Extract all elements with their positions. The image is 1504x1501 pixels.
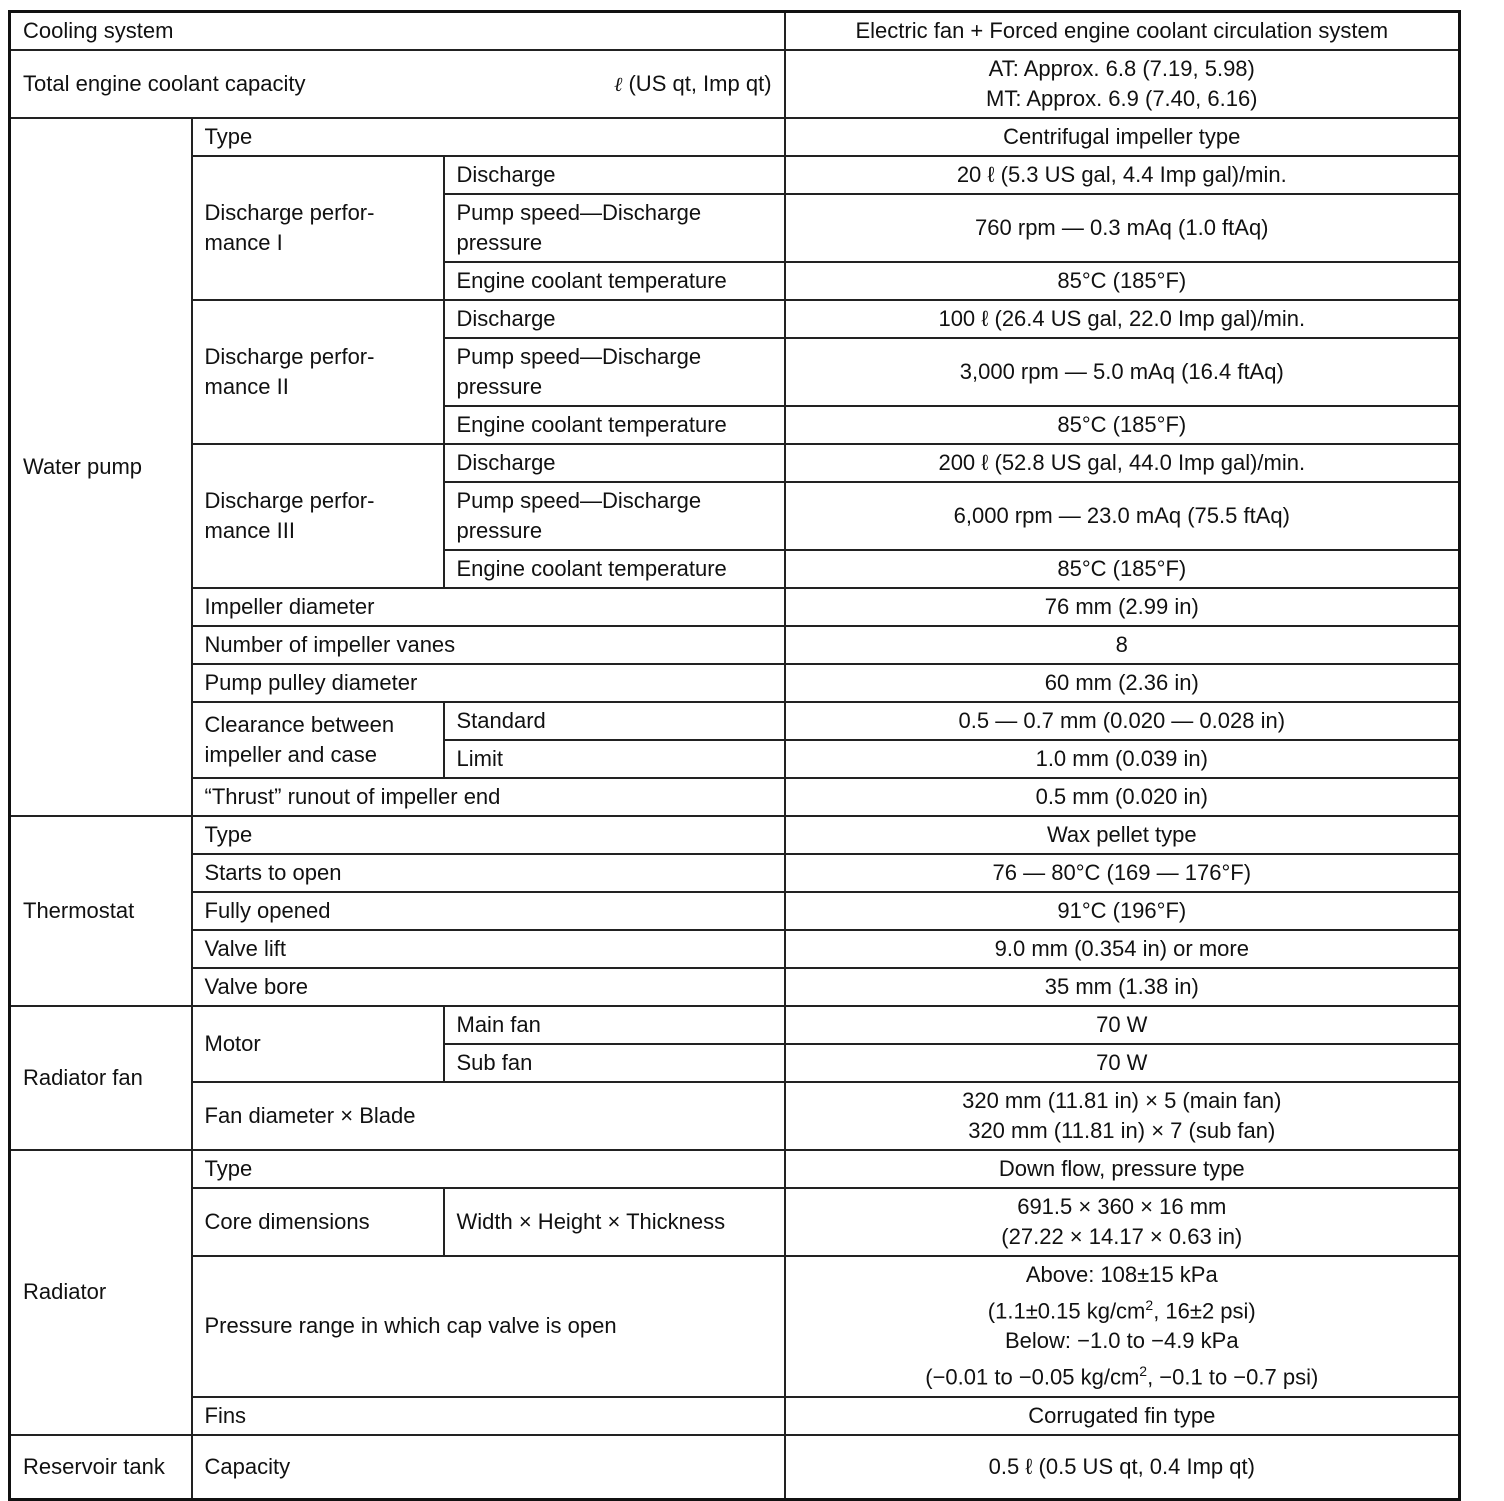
core-value — [785, 1188, 1460, 1256]
perf1-label: Discharge perfor- mance I — [192, 156, 444, 300]
radiator-fan-label: Radiator fan — [10, 1006, 192, 1150]
wp-type-value: Centrifugal impeller type — [785, 118, 1460, 156]
perf1-temp-value: 85°C (185°F) — [785, 262, 1460, 300]
thermo-type-value: Wax pellet type — [785, 816, 1460, 854]
perf1-speed-value: 760 rpm — 0.3 mAq (1.0 ftAq) — [785, 194, 1460, 262]
impeller-diameter-label: Impeller diameter — [192, 588, 785, 626]
perf2-discharge-label: Discharge — [444, 300, 785, 338]
rad-type-value: Down flow, pressure type — [785, 1150, 1460, 1188]
thermo-bore-value: 35 mm (1.38 in) — [785, 968, 1460, 1006]
cooling-spec-table — [8, 10, 1461, 1501]
main-fan-label: Main fan — [444, 1006, 785, 1044]
row-fan-blade — [10, 1082, 1460, 1150]
perf3-label: Discharge perfor- mance III — [192, 444, 444, 588]
perf2-label: Discharge perfor- mance II — [192, 300, 444, 444]
thermo-fully-value: 91°C (196°F) — [785, 892, 1460, 930]
thermo-lift-value: 9.0 mm (0.354 in) or more — [785, 930, 1460, 968]
row-thermo-fully — [10, 892, 1460, 930]
row-cooling-system — [10, 12, 1460, 51]
row-pulley — [10, 664, 1460, 702]
sub-fan-label: Sub fan — [444, 1044, 785, 1082]
runout-label: “Thrust” runout of impeller end — [192, 778, 785, 816]
perf2-temp-value: 85°C (185°F) — [785, 406, 1460, 444]
thermo-lift-label: Valve lift — [192, 930, 785, 968]
cooling-system-label: Cooling system — [10, 12, 785, 51]
row-fan-main — [10, 1006, 1460, 1044]
row-wp-type — [10, 118, 1460, 156]
total-capacity-value — [785, 50, 1460, 118]
row-rad-fins — [10, 1397, 1460, 1435]
perf2-temp-label: Engine coolant temperature — [444, 406, 785, 444]
row-vanes — [10, 626, 1460, 664]
fins-label: Fins — [192, 1397, 785, 1435]
core-sub-label: Width × Height × Thickness — [444, 1188, 785, 1256]
perf3-speed-label: Pump speed—Discharge pressure — [444, 482, 785, 550]
cooling-system-value: Electric fan + Forced engine coolant circulation system — [785, 12, 1460, 51]
clearance-standard-label: Standard — [444, 702, 785, 740]
pulley-label: Pump pulley diameter — [192, 664, 785, 702]
water-pump-label: Water pump — [10, 118, 192, 816]
perf2-speed-value: 3,000 rpm — 5.0 mAq (16.4 ftAq) — [785, 338, 1460, 406]
thermo-bore-label: Valve bore — [192, 968, 785, 1006]
perf1-temp-label: Engine coolant temperature — [444, 262, 785, 300]
row-perf2-discharge — [10, 300, 1460, 338]
total-capacity-mt: MT: Approx. 6.9 (7.40, 6.16) — [986, 86, 1258, 111]
fins-value: Corrugated fin type — [785, 1397, 1460, 1435]
thermo-type-label: Type — [192, 816, 785, 854]
total-capacity-unit: ℓ (US qt, Imp qt) — [614, 71, 772, 96]
motor-label: Motor — [192, 1006, 444, 1082]
pressure-label: Pressure range in which cap valve is open — [192, 1256, 785, 1397]
main-fan-value: 70 W — [785, 1006, 1460, 1044]
perf1-speed-label: Pump speed—Discharge pressure — [444, 194, 785, 262]
row-thermo-lift — [10, 930, 1460, 968]
row-clearance-standard — [10, 702, 1460, 740]
row-rad-core — [10, 1188, 1460, 1256]
fan-blade-label: Fan diameter × Blade — [192, 1082, 785, 1150]
perf1-discharge-value: 20 ℓ (5.3 US gal, 4.4 Imp gal)/min. — [785, 156, 1460, 194]
rad-type-label: Type — [192, 1150, 785, 1188]
row-impeller-diameter — [10, 588, 1460, 626]
perf2-speed-label: Pump speed—Discharge pressure — [444, 338, 785, 406]
perf3-speed-value: 6,000 rpm — 23.0 mAq (75.5 ftAq) — [785, 482, 1460, 550]
radiator-label: Radiator — [10, 1150, 192, 1435]
sub-fan-value: 70 W — [785, 1044, 1460, 1082]
thermo-starts-label: Starts to open — [192, 854, 785, 892]
row-rad-pressure — [10, 1256, 1460, 1397]
liter-symbol: ℓ — [614, 72, 623, 96]
thermo-starts-value: 76 — 80°C (169 — 176°F) — [785, 854, 1460, 892]
pressure-above-units: (1.1±0.15 $kg/cm^2$, 16±2 psi) — [987, 1297, 1256, 1324]
reservoir-capacity-value: 0.5 ℓ (0.5 US qt, 0.4 Imp qt) — [785, 1435, 1460, 1500]
perf3-temp-value: 85°C (185°F) — [785, 550, 1460, 588]
perf3-discharge-label: Discharge — [444, 444, 785, 482]
vanes-label: Number of impeller vanes — [192, 626, 785, 664]
pressure-below-units: (−0.01 to −0.05 $kg/cm^2$, −0.1 to −0.7 psi) — [925, 1363, 1319, 1390]
row-rad-type — [10, 1150, 1460, 1188]
clearance-limit-label: Limit — [444, 740, 785, 778]
impeller-diameter-value: 76 mm (2.99 in) — [785, 588, 1460, 626]
row-reservoir — [10, 1435, 1460, 1500]
core-value-in: (27.22 × 14.17 × 0.63 in) — [1001, 1224, 1243, 1249]
perf1-discharge-label: Discharge — [444, 156, 785, 194]
row-thermo-type — [10, 816, 1460, 854]
pressure-above: Above: 108±15 kPa — [1025, 1262, 1218, 1287]
perf2-discharge-value: 100 ℓ (26.4 US gal, 22.0 Imp gal)/min. — [785, 300, 1460, 338]
wp-type-label: Type — [192, 118, 785, 156]
total-capacity-label: Total engine coolant capacity — [23, 71, 306, 96]
total-capacity-at: AT: Approx. 6.8 (7.19, 5.98) — [988, 56, 1255, 81]
pressure-value — [785, 1256, 1460, 1397]
clearance-limit-value: 1.0 mm (0.039 in) — [785, 740, 1460, 778]
fan-blade-value — [785, 1082, 1460, 1150]
runout-value: 0.5 mm (0.020 in) — [785, 778, 1460, 816]
fan-blade-main: 320 mm (11.81 in) × 5 (main fan) — [962, 1088, 1282, 1113]
clearance-label: Clearance between impeller and case — [192, 702, 444, 778]
row-perf3-discharge — [10, 444, 1460, 482]
core-label: Core dimensions — [192, 1188, 444, 1256]
thermo-fully-label: Fully opened — [192, 892, 785, 930]
perf3-discharge-value: 200 ℓ (52.8 US gal, 44.0 Imp gal)/min. — [785, 444, 1460, 482]
fan-blade-sub: 320 mm (11.81 in) × 7 (sub fan) — [968, 1118, 1276, 1143]
row-total-capacity — [10, 50, 1460, 118]
pulley-value: 60 mm (2.36 in) — [785, 664, 1460, 702]
vanes-value: 8 — [785, 626, 1460, 664]
perf3-temp-label: Engine coolant temperature — [444, 550, 785, 588]
core-value-mm: 691.5 × 360 × 16 mm — [1017, 1194, 1227, 1219]
thermostat-label: Thermostat — [10, 816, 192, 1006]
pressure-below: Below: −1.0 to −4.9 kPa — [1004, 1328, 1239, 1354]
clearance-standard-value: 0.5 — 0.7 mm (0.020 — 0.028 in) — [785, 702, 1460, 740]
row-thermo-starts — [10, 854, 1460, 892]
row-runout — [10, 778, 1460, 816]
total-capacity-cell — [10, 50, 785, 118]
row-perf1-discharge — [10, 156, 1460, 194]
reservoir-capacity-label: Capacity — [192, 1435, 785, 1500]
reservoir-label: Reservoir tank — [10, 1435, 192, 1500]
row-thermo-bore — [10, 968, 1460, 1006]
